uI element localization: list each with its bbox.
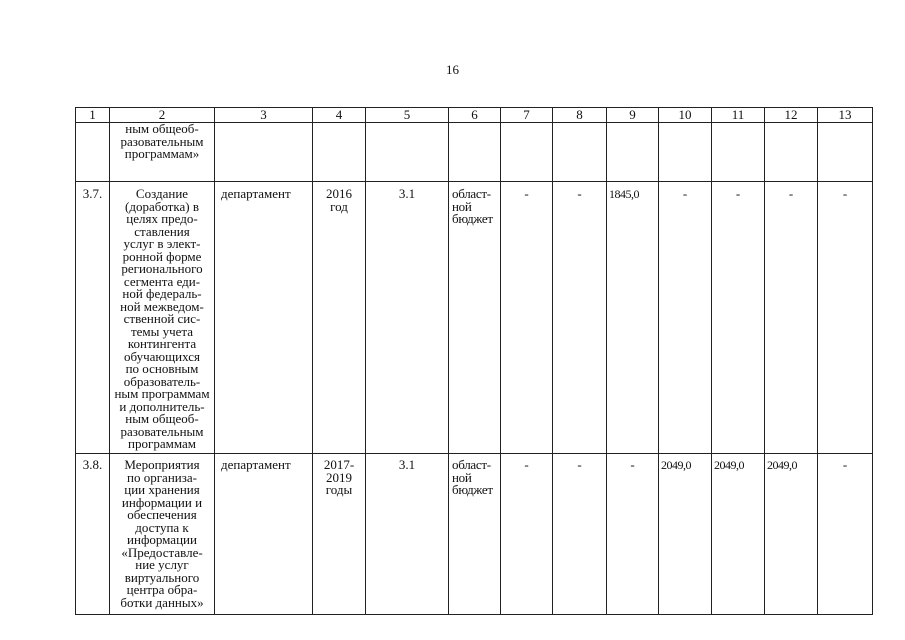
funding-source-cell: област- ной бюджет xyxy=(449,182,501,454)
empty-cell xyxy=(659,123,712,182)
value-cell: - xyxy=(818,454,873,615)
header-cell: 13 xyxy=(818,108,873,123)
row-number-cell: 3.8. xyxy=(76,454,110,615)
value-cell: - xyxy=(659,182,712,454)
header-cell: 10 xyxy=(659,108,712,123)
empty-cell xyxy=(215,123,313,182)
value-cell: - xyxy=(712,182,765,454)
value-cell: - xyxy=(553,454,607,615)
header-cell: 2 xyxy=(110,108,215,123)
empty-cell xyxy=(76,123,110,182)
funding-source-cell: област- ной бюджет xyxy=(449,454,501,615)
header-cell: 12 xyxy=(765,108,818,123)
empty-cell xyxy=(449,123,501,182)
header-cell: 7 xyxy=(501,108,553,123)
table-row xyxy=(76,454,873,615)
header-cell: 3 xyxy=(215,108,313,123)
table-row xyxy=(76,182,873,454)
value-cell: 2049,0 xyxy=(712,454,765,615)
header-cell: 9 xyxy=(607,108,659,123)
empty-cell xyxy=(818,123,873,182)
header-cell: 1 xyxy=(76,108,110,123)
page-number: 16 xyxy=(446,62,459,77)
period-cell: 2017- 2019 годы xyxy=(313,454,366,615)
value-cell: - xyxy=(553,182,607,454)
value-cell: - xyxy=(501,182,553,454)
empty-cell xyxy=(607,123,659,182)
goal-cell: 3.1 xyxy=(366,182,449,454)
value-cell: 2049,0 xyxy=(659,454,712,615)
goal-cell: 3.1 xyxy=(366,454,449,615)
empty-cell xyxy=(765,123,818,182)
empty-cell xyxy=(313,123,366,182)
empty-cell xyxy=(366,123,449,182)
header-cell: 8 xyxy=(553,108,607,123)
value-cell: 1845,0 xyxy=(607,182,659,454)
value-cell: - xyxy=(765,182,818,454)
executor-cell: департамент xyxy=(215,182,313,454)
header-cell: 6 xyxy=(449,108,501,123)
header-cell: 4 xyxy=(313,108,366,123)
value-cell: 2049,0 xyxy=(765,454,818,615)
program-activities-table xyxy=(75,107,873,615)
header-cell: 5 xyxy=(366,108,449,123)
value-cell: - xyxy=(501,454,553,615)
row-number-cell: 3.7. xyxy=(76,182,110,454)
header-cell: 11 xyxy=(712,108,765,123)
executor-cell: департамент xyxy=(215,454,313,615)
empty-cell xyxy=(712,123,765,182)
table-row-continuation xyxy=(76,123,873,182)
period-cell: 2016 год xyxy=(313,182,366,454)
activity-name-cell: ным общеоб- разовательным программам» xyxy=(110,123,215,182)
activity-name-cell: Создание (доработка) в целях предо- ставления услуг в элект- ронной форме регионального сегмента еди- ной федераль- ной межведом- ственной сис- темы учета контингента обучающихся по основным образователь- ным программам и дополнитель- ным общеоб- разовательным программам xyxy=(110,182,215,454)
activity-name-cell: Мероприятия по организа- ции хранения информации и обеспечения доступа к информации «Предоставле- ние услуг виртуального центра обра- ботки данных» xyxy=(110,454,215,615)
value-cell: - xyxy=(607,454,659,615)
value-cell: - xyxy=(818,182,873,454)
empty-cell xyxy=(553,123,607,182)
empty-cell xyxy=(501,123,553,182)
